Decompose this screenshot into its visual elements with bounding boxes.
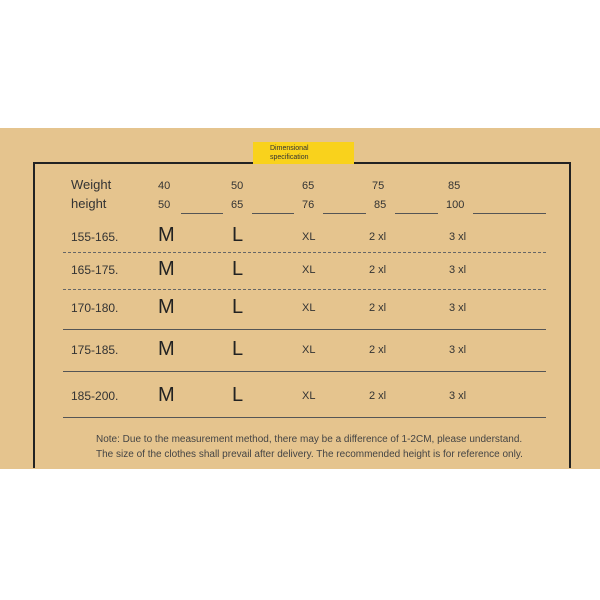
weight-value: 50 — [231, 180, 244, 192]
size-cell: XL — [302, 231, 316, 243]
size-cell: L — [232, 296, 244, 318]
note-text — [96, 432, 556, 462]
note-line2: The size of the clothes shall prevail after delivery. The recommended height is for reference only. — [96, 449, 523, 460]
size-cell: M — [158, 258, 175, 280]
weight-value: 65 — [231, 199, 244, 211]
note-line1: Note: Due to the measurement method, there may be a difference of 1-2CM, please understand. — [96, 434, 523, 445]
row-height-range: 175-185. — [71, 343, 119, 357]
size-cell: 3 xl — [449, 344, 467, 356]
size-cell: M — [158, 224, 175, 246]
weight-value: 85 — [448, 180, 461, 192]
weight-value: 65 — [302, 180, 315, 192]
row-height-range: 185-200. — [71, 389, 119, 403]
header-underline — [323, 213, 366, 214]
size-cell: XL — [302, 264, 316, 276]
weight-value: 85 — [374, 199, 387, 211]
row-divider — [63, 252, 546, 253]
size-cell: 3 xl — [449, 231, 467, 243]
weight-value: 75 — [372, 180, 385, 192]
weight-value: 40 — [158, 180, 171, 192]
size-cell: 2 xl — [369, 231, 387, 243]
size-cell: L — [232, 258, 244, 280]
header-underline — [395, 213, 438, 214]
row-divider — [63, 289, 546, 290]
size-cell: L — [232, 384, 244, 406]
title-tag-line2: specification — [270, 154, 309, 161]
weight-label: Weight — [71, 177, 112, 192]
size-cell: 2 xl — [369, 390, 387, 402]
header-underline — [181, 213, 223, 214]
size-cell: L — [232, 224, 244, 246]
size-cell: XL — [302, 390, 316, 402]
header-underline — [473, 213, 546, 214]
size-cell: L — [232, 338, 244, 360]
size-cell: 2 xl — [369, 302, 387, 314]
row-divider — [63, 329, 546, 330]
size-cell: 2 xl — [369, 344, 387, 356]
size-cell: XL — [302, 302, 316, 314]
size-cell: XL — [302, 344, 316, 356]
size-cell: 3 xl — [449, 302, 467, 314]
row-height-range: 170-180. — [71, 301, 119, 315]
row-height-range: 155-165. — [71, 230, 119, 244]
row-divider — [63, 371, 546, 372]
weight-value: 100 — [446, 199, 465, 211]
row-height-range: 165-175. — [71, 263, 119, 277]
weight-value: 76 — [302, 199, 315, 211]
row-divider — [63, 417, 546, 418]
size-cell: M — [158, 296, 175, 318]
size-cell: 2 xl — [369, 264, 387, 276]
size-cell: 3 xl — [449, 390, 467, 402]
height-label: height — [71, 196, 107, 211]
title-tag — [253, 142, 354, 164]
size-cell: 3 xl — [449, 264, 467, 276]
size-cell: M — [158, 384, 175, 406]
title-tag-line1: Dimensional — [270, 145, 309, 152]
header-underline — [252, 213, 294, 214]
weight-value: 50 — [158, 199, 171, 211]
size-cell: M — [158, 338, 175, 360]
